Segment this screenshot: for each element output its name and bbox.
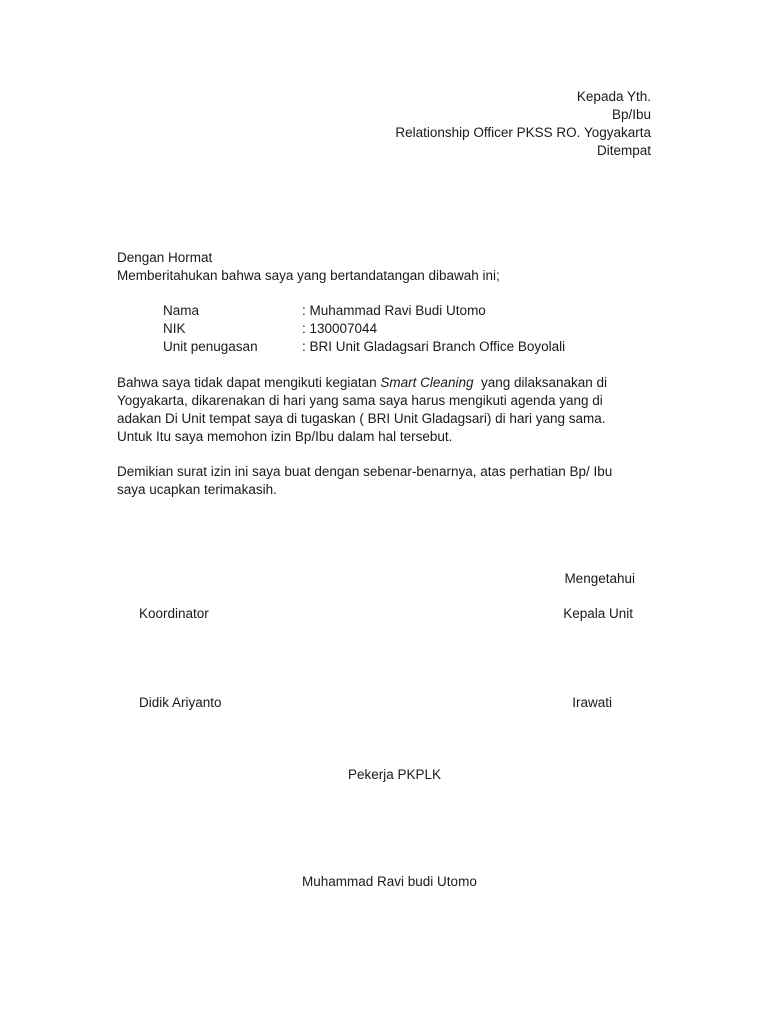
event-name: Smart Cleaning bbox=[380, 375, 474, 390]
body-paragraph-1-line-3: adakan Di Unit tempat saya di tugaskan ( BRI Unit Gladagsari) di hari yang sama. bbox=[117, 411, 606, 426]
acknowledged-label: Mengetahui bbox=[564, 571, 635, 586]
worker-title: Pekerja PKPLK bbox=[348, 767, 442, 782]
field-nik-value: : 130007044 bbox=[302, 321, 378, 336]
field-unit-value: : BRI Unit Gladagsari Branch Office Boyolali bbox=[302, 339, 566, 354]
body-paragraph-1-line-2: Yogyakarta, dikarenakan di hari yang sama saya harus mengikuti agenda yang di bbox=[117, 393, 603, 408]
body-text: yang dilaksanakan di bbox=[473, 375, 608, 390]
body-paragraph-2-line-2: saya ucapkan terimakasih. bbox=[117, 482, 277, 497]
body-paragraph-1-line-4: Untuk Itu saya memohon izin Bp/Ibu dalam hal tersebut. bbox=[117, 429, 453, 444]
unit-head-name: Irawati bbox=[572, 695, 612, 710]
intro-text: Memberitahukan bahwa saya yang bertandatangan dibawah ini; bbox=[117, 268, 500, 283]
field-nik-label: NIK bbox=[163, 321, 186, 336]
body-text: Bahwa saya tidak dapat mengikuti kegiatan bbox=[117, 375, 381, 390]
recipient-line-2: Bp/Ibu bbox=[611, 107, 651, 122]
field-name-label: Nama bbox=[163, 303, 200, 318]
salutation: Dengan Hormat bbox=[117, 250, 213, 265]
recipient-line-1: Kepada Yth. bbox=[576, 89, 651, 104]
field-unit-label: Unit penugasan bbox=[163, 339, 258, 354]
coordinator-title: Koordinator bbox=[139, 606, 209, 621]
body-paragraph-2-line-1: Demikian surat izin ini saya buat dengan sebenar-benarnya, atas perhatian Bp/ Ibu bbox=[117, 464, 613, 479]
worker-name: Muhammad Ravi budi Utomo bbox=[302, 874, 477, 889]
recipient-line-4: Ditempat bbox=[596, 143, 651, 158]
coordinator-name: Didik Ariyanto bbox=[139, 695, 222, 710]
recipient-line-3: Relationship Officer PKSS RO. Yogyakarta bbox=[395, 125, 651, 140]
unit-head-title: Kepala Unit bbox=[563, 606, 633, 621]
body-paragraph-1-line-1 bbox=[117, 374, 607, 392]
field-name-value: : Muhammad Ravi Budi Utomo bbox=[302, 303, 486, 318]
